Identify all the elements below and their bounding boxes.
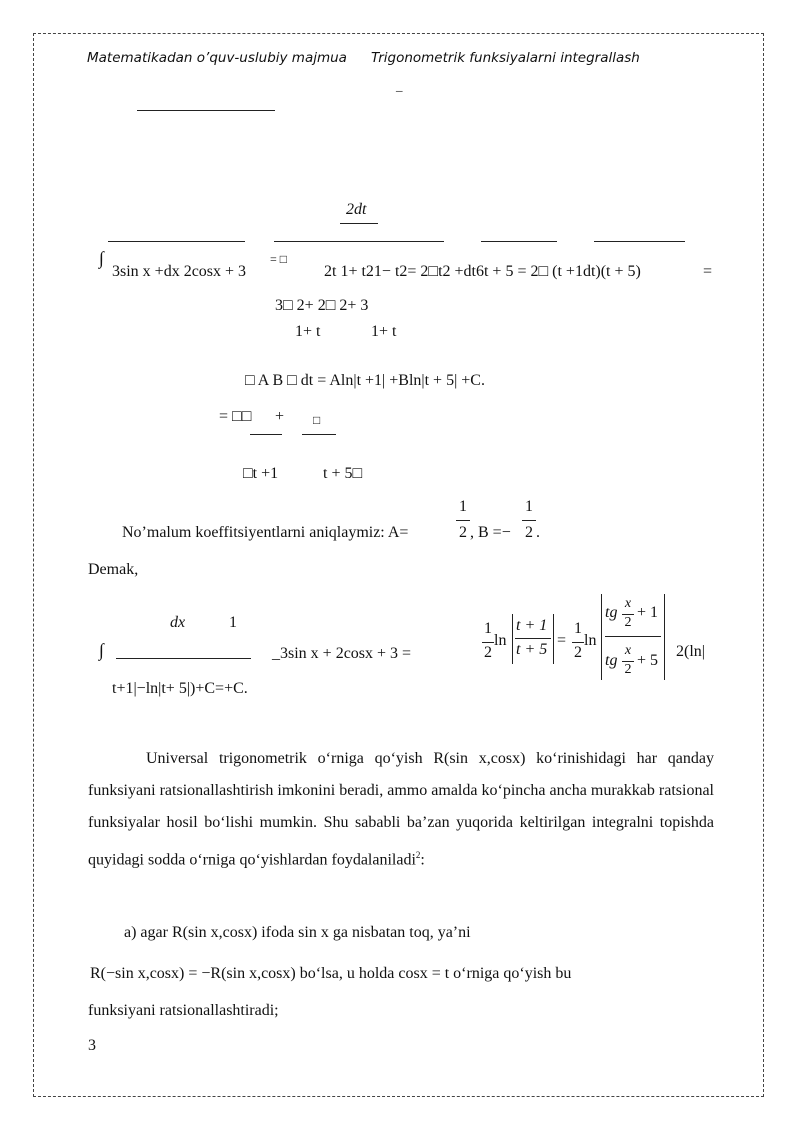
paragraph-universal-substitution — [88, 743, 714, 876]
formula3-x-bot: x — [624, 643, 632, 658]
coef-b-numerator: 1 — [525, 498, 533, 515]
formula3-x-top: x — [624, 596, 632, 611]
formula3-plus5: + 5 — [637, 652, 659, 669]
formula1-row3-b: 1+ t — [371, 323, 397, 340]
header-right-mark: _ — [396, 78, 403, 93]
formula3-ln1: ln — [494, 632, 507, 649]
formula1-rule-2 — [274, 241, 444, 242]
paragraph-colon: : — [420, 851, 425, 869]
formula3-expression: _3sin x + 2cosx + 3 = — [272, 645, 412, 662]
formula3-half2-num: 1 — [574, 620, 582, 637]
formula3-inner-bar-1 — [515, 638, 551, 639]
formula3-plus1: + 1 — [637, 604, 659, 621]
formula2-line2-box: □ — [313, 413, 321, 427]
formula1-numerator-2dt: 2dt — [346, 201, 367, 218]
formula1-short-rule — [340, 223, 378, 224]
formula2-line3-b: t + 5□ — [323, 465, 363, 482]
integral-sign-2: ∫ — [99, 640, 104, 660]
formula3-half1-bar — [482, 642, 494, 643]
formula1-equals-end: = — [703, 263, 713, 280]
formula1-middle: 2t 1+ t21− t2= 2□t2 +dt6t + 5 = 2□ (t +1dt)(t + 5) — [324, 263, 641, 280]
formula2-line2-lhs: = □□ — [219, 408, 252, 425]
formula3-tg-bot: tg — [605, 652, 618, 669]
formula3-half1-den: 2 — [484, 644, 492, 661]
formula1-equals-box: = □ — [270, 252, 288, 266]
coefficients-mid: , B =− — [470, 524, 511, 541]
item-a-line2: R(−sin x,cosx) = −R(sin x,cosx) bo‘lsa, u holda cosx = t o‘rniga qo‘yish bu — [90, 965, 572, 982]
formula3-t-plus-1: t + 1 — [516, 617, 548, 634]
abs-bar-right-1 — [553, 614, 554, 664]
formula1-row3-a: 1+ t — [295, 323, 321, 340]
coef-b-bar — [522, 520, 536, 521]
integral-sign-1: ∫ — [99, 248, 104, 268]
formula3-half1-num: 1 — [484, 620, 492, 637]
formula1-rule-4 — [594, 241, 685, 242]
coef-a-bar — [456, 520, 470, 521]
formula3-ln2: ln — [584, 632, 597, 649]
abs-bar-left-2 — [601, 594, 602, 680]
formula1-rule-1 — [108, 241, 245, 242]
coef-b-denominator: 2 — [525, 524, 533, 541]
formula3-one: 1 — [229, 614, 237, 631]
formula2-line2-plus: + — [275, 408, 285, 425]
item-a-line1: a) agar R(sin x,cosx) ifoda sin x ga nisbatan toq, ya’ni — [124, 924, 471, 941]
formula3-half2-bar — [572, 642, 584, 643]
header-rule — [137, 110, 275, 111]
header-right-title: Trigonometrik funksiyalarni integrallash — [371, 50, 640, 66]
abs-bar-left-1 — [512, 614, 513, 664]
header-left-title: Matematikadan o’quv-uslubiy majmua — [87, 50, 347, 66]
formula1-row2: 3□ 2+ 2□ 2+ 3 — [275, 297, 369, 314]
formula3-tg-top: tg — [605, 604, 618, 621]
coef-a-denominator: 2 — [459, 524, 467, 541]
formula2-line3-a: □t +1 — [243, 465, 279, 482]
formula3-tail: 2(ln| — [676, 643, 705, 660]
formula3-inner-bar-2 — [605, 636, 661, 637]
formula3-t-plus-5: t + 5 — [516, 641, 548, 658]
footnote-ref: 2 — [415, 850, 421, 860]
formula2-rule-1 — [250, 434, 282, 435]
coefficients-end: . — [536, 524, 540, 541]
formula3-dx: dx — [170, 614, 186, 631]
item-a-line3: funksiyani ratsionallashtiradi; — [88, 1002, 279, 1019]
formula3-two-top: 2 — [624, 615, 632, 630]
formula1-denominator: 3sin x +dx 2cosx + 3 — [112, 263, 247, 280]
formula2-line1: □ A B □ dt = Aln|t +1| +Bln|t + 5| +C. — [245, 372, 485, 389]
formula1-rule-3 — [481, 241, 557, 242]
formula3-two-bot: 2 — [624, 662, 632, 677]
paragraph-text: Universal trigonometrik o‘rniga qo‘yish R(sin x,cosx) ko‘rinishidagi har qanday funksiyani ratsionallashtirish imkonini beradi, ammo amalda ko‘pincha ancha murakkab ratsional funksiyalar hosil bo‘lishi mumkin. Shu sababli ba’zan yuqorida keltirilgan integralni topishda quyidagi sodda o‘rniga qo‘yishlardan foydalaniladi — [88, 750, 714, 869]
formula3-second-line: t+1|−ln|t+ 5|)+C=+C. — [112, 680, 248, 697]
coef-a-numerator: 1 — [459, 498, 467, 515]
formula2-rule-2 — [302, 434, 336, 435]
formula3-rule — [116, 658, 251, 659]
demak-label: Demak, — [88, 561, 139, 578]
coefficients-text: No’malum koeffitsiyentlarni aniqlaymiz: A= — [122, 524, 409, 541]
abs-bar-right-2 — [664, 594, 665, 680]
formula3-eq: = — [557, 632, 567, 649]
formula3-half2-den: 2 — [574, 644, 582, 661]
page-number: 3 — [88, 1037, 96, 1054]
